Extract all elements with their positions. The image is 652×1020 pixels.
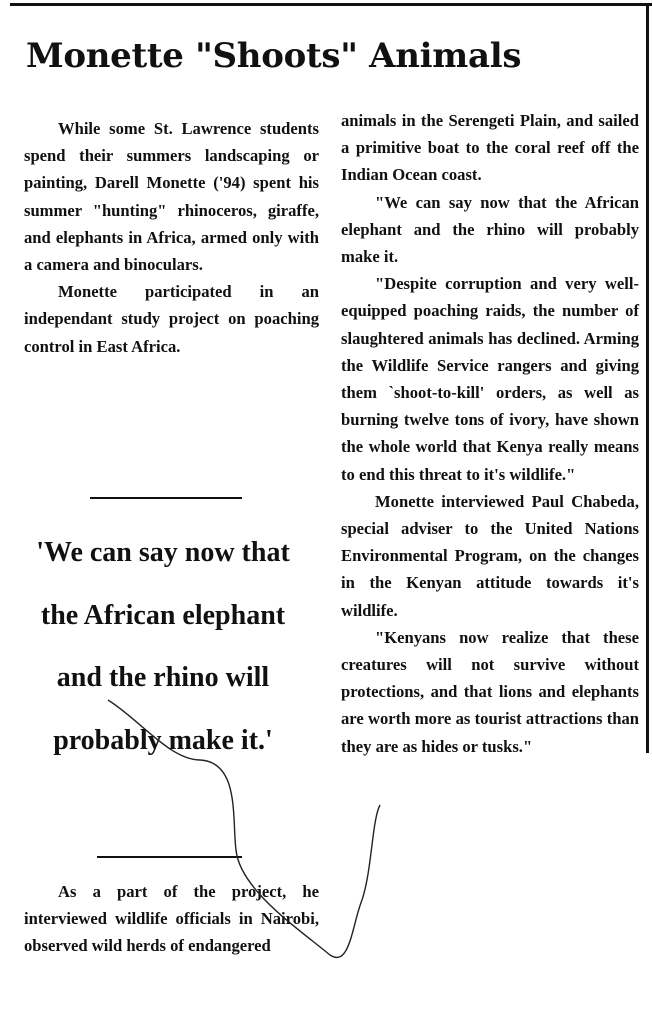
- article-paragraph: "Despite corruption and very well-equipped poaching raids, the number of slaughtered animals has declined. Arming the Wildlife Service rangers and giving them `shoot-to-kill' orders, as well as burning twelve tons of ivory, have shown the whole world that Kenya really means to end this threat to it's wildlife.": [341, 274, 639, 484]
- pull-quote-bottom-rule: [97, 856, 242, 858]
- article-paragraph: "We can say now that the African elephant and the rhino will probably make it.: [341, 192, 639, 267]
- top-border-rule: [10, 3, 652, 6]
- article-paragraph: "Kenyans now realize that these creatures will not survive without protections, and that lions and elephants are worth more as tourist attractions than they are as hides or tusks.": [341, 627, 639, 756]
- pull-quote-top-rule: [90, 497, 242, 499]
- article-paragraph: Monette participated in an independant study project on poaching control in East Africa.: [24, 282, 319, 356]
- left-column-continued: [24, 878, 319, 960]
- article-headline: Monette "Shoots" Animals: [26, 36, 522, 76]
- article-paragraph: animals in the Serengeti Plain, and sailed a primitive boat to the coral reef off the Indian Ocean coast.: [341, 111, 639, 185]
- article-paragraph: While some St. Lawrence students spend their summers landscaping or painting, Darell Monette ('94) spent his summer "hunting" rhinoceros, giraffe, and elephants in Africa, armed only with a camera and binoculars.: [24, 119, 319, 275]
- pull-quote: 'We can say now that the African elephant and the rhino will probably make it.': [36, 537, 290, 756]
- right-border-rule: [646, 3, 649, 753]
- left-column: [24, 115, 319, 360]
- article-paragraph: As a part of the project, he interviewed wildlife officials in Nairobi, observed wild herds of endangered: [24, 882, 319, 956]
- article-paragraph: Monette interviewed Paul Chabeda, special adviser to the United Nations Environmental Program, on the changes in the Kenyan attitude towards it's wildlife.: [341, 491, 639, 620]
- right-column: [341, 107, 639, 760]
